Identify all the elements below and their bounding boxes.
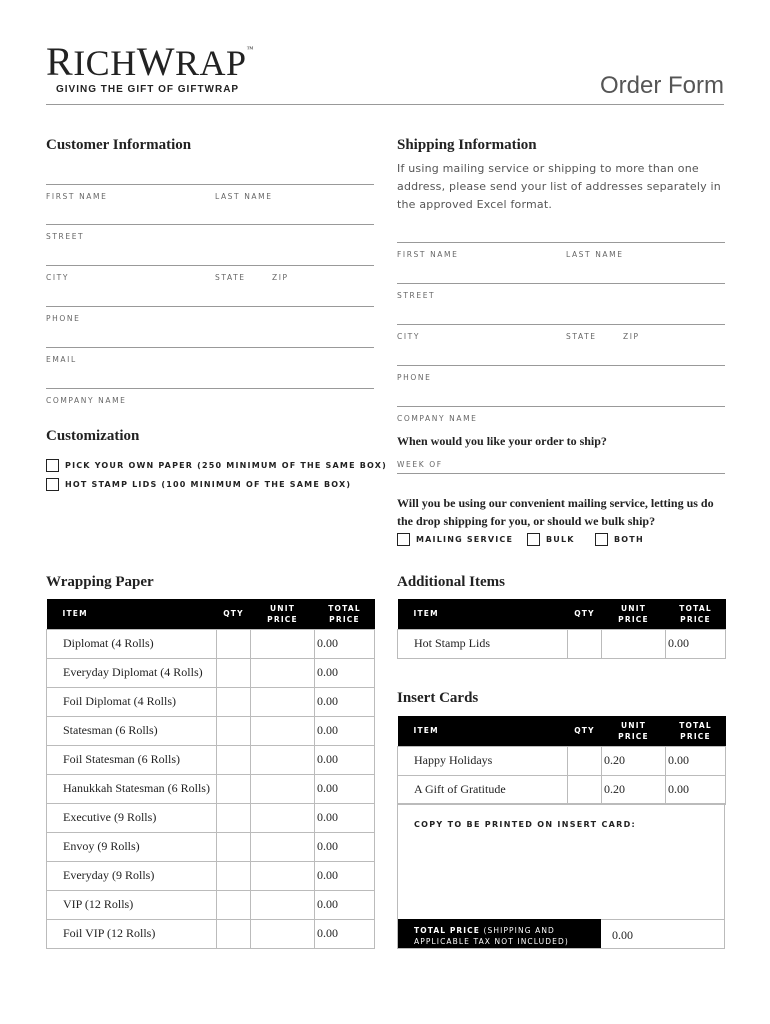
week-of-field[interactable] bbox=[397, 456, 725, 474]
total-price-cell: 0.00 bbox=[315, 629, 375, 658]
total-price-cell: 0.00 bbox=[315, 890, 375, 919]
item-name: Everyday (9 Rolls) bbox=[47, 861, 217, 890]
qty-cell[interactable] bbox=[217, 774, 251, 803]
street-label: STREET bbox=[46, 232, 85, 241]
total-price-cell: 0.00 bbox=[666, 775, 726, 804]
total-price-cell: 0.00 bbox=[315, 716, 375, 745]
item-name: Hanukkah Statesman (6 Rolls) bbox=[47, 774, 217, 803]
total-price-cell: 0.00 bbox=[315, 774, 375, 803]
qty-cell[interactable] bbox=[217, 687, 251, 716]
checkbox[interactable] bbox=[46, 459, 59, 472]
item-name: Executive (9 Rolls) bbox=[47, 803, 217, 832]
bulk-option[interactable]: BULK bbox=[527, 533, 575, 546]
ship-state-label: STATE bbox=[566, 332, 597, 341]
week-of-label: WEEK OF bbox=[397, 460, 443, 469]
insert-cards-title: Insert Cards bbox=[397, 690, 479, 706]
table-row bbox=[47, 658, 375, 687]
unit-price-cell[interactable] bbox=[251, 716, 315, 745]
unit-price-cell[interactable] bbox=[251, 774, 315, 803]
table-row bbox=[47, 861, 375, 890]
unit-price-header: UNIT PRICE bbox=[602, 716, 666, 746]
item-header: ITEM bbox=[398, 599, 568, 629]
insert-cards-table bbox=[397, 716, 726, 805]
shipping-note: If using mailing service or shipping to more than one address, please send your list of addresses separately in the approved Excel format. bbox=[397, 162, 721, 211]
customer-email-field[interactable] bbox=[46, 347, 374, 388]
customer-name-field[interactable] bbox=[46, 184, 374, 224]
pick-paper-option[interactable]: PICK YOUR OWN PAPER (250 MINIMUM OF THE SAME BOX) bbox=[46, 459, 387, 472]
total-price-cell: 0.00 bbox=[315, 832, 375, 861]
checkbox[interactable] bbox=[46, 478, 59, 491]
additional-items-table bbox=[397, 599, 726, 659]
mailing-question: Will you be using our convenient mailing service, letting us do the drop shipping for you, or should we bulk ship? bbox=[397, 496, 714, 528]
unit-price-cell[interactable] bbox=[251, 687, 315, 716]
unit-price-header: UNIT PRICE bbox=[602, 599, 666, 629]
item-name: VIP (12 Rolls) bbox=[47, 890, 217, 919]
shipping-fields bbox=[397, 242, 725, 426]
copy-label: COPY TO BE PRINTED ON INSERT CARD: bbox=[414, 820, 637, 829]
total-price-header: TOTAL PRICE bbox=[315, 599, 375, 629]
item-name: Foil Statesman (6 Rolls) bbox=[47, 745, 217, 774]
total-price-cell: 0.00 bbox=[315, 803, 375, 832]
item-header: ITEM bbox=[398, 716, 568, 746]
unit-price-cell[interactable] bbox=[251, 890, 315, 919]
company-label: COMPANY NAME bbox=[46, 396, 127, 405]
unit-price-cell[interactable] bbox=[251, 629, 315, 658]
phone-label: PHONE bbox=[46, 314, 81, 323]
customer-street-field[interactable] bbox=[46, 224, 374, 265]
tagline: GIVING THE GIFT OF GIFTWRAP bbox=[56, 84, 240, 95]
qty-cell[interactable] bbox=[217, 919, 251, 948]
header-divider bbox=[46, 104, 724, 105]
table-row bbox=[47, 832, 375, 861]
insert-card-copy-box[interactable] bbox=[397, 803, 725, 920]
email-label: EMAIL bbox=[46, 355, 77, 364]
table-row bbox=[47, 687, 375, 716]
qty-header: QTY bbox=[568, 716, 602, 746]
table-row bbox=[47, 745, 375, 774]
table-row bbox=[398, 629, 726, 658]
shipping-street-field[interactable] bbox=[397, 283, 725, 324]
customer-fields bbox=[46, 184, 374, 408]
table-row bbox=[47, 803, 375, 832]
unit-price-cell[interactable] bbox=[251, 803, 315, 832]
qty-cell[interactable] bbox=[568, 746, 602, 775]
total-price-cell: 0.00 bbox=[315, 745, 375, 774]
unit-price-cell: 0.20 bbox=[602, 775, 666, 804]
unit-price-header: UNIT PRICE bbox=[251, 599, 315, 629]
checkbox[interactable] bbox=[595, 533, 608, 546]
unit-price-cell[interactable] bbox=[251, 658, 315, 687]
total-price-header: TOTAL PRICE bbox=[666, 716, 726, 746]
item-name: Foil VIP (12 Rolls) bbox=[47, 919, 217, 948]
last-name-label: LAST NAME bbox=[215, 192, 273, 201]
table-row bbox=[398, 746, 726, 775]
customization-title: Customization bbox=[46, 428, 140, 444]
customer-info-title: Customer Information bbox=[46, 137, 192, 153]
item-name: Envoy (9 Rolls) bbox=[47, 832, 217, 861]
total-price-value: 0.00 bbox=[612, 928, 633, 942]
ship-when-question: When would you like your order to ship? bbox=[397, 434, 607, 448]
qty-cell[interactable] bbox=[217, 716, 251, 745]
item-name: Statesman (6 Rolls) bbox=[47, 716, 217, 745]
item-name: Diplomat (4 Rolls) bbox=[47, 629, 217, 658]
total-price-header: TOTAL PRICE bbox=[666, 599, 726, 629]
item-name: A Gift of Gratitude bbox=[398, 775, 568, 804]
ship-zip-label: ZIP bbox=[623, 332, 640, 341]
item-name: Hot Stamp Lids bbox=[398, 629, 568, 658]
table-row bbox=[47, 716, 375, 745]
table-row bbox=[47, 919, 375, 948]
total-price-label: TOTAL PRICE (SHIPPING AND APPLICABLE TAX NOT INCLUDED) bbox=[398, 919, 601, 948]
ship-company-label: COMPANY NAME bbox=[397, 414, 478, 423]
total-price-cell: 0.00 bbox=[315, 687, 375, 716]
total-price-cell: 0.00 bbox=[315, 861, 375, 890]
shipping-info-title: Shipping Information bbox=[397, 137, 537, 153]
unit-price-cell[interactable] bbox=[602, 629, 666, 658]
qty-cell[interactable] bbox=[217, 890, 251, 919]
first-name-label: FIRST NAME bbox=[46, 192, 108, 201]
total-price-cell: 0.00 bbox=[666, 746, 726, 775]
item-name: Happy Holidays bbox=[398, 746, 568, 775]
table-row bbox=[47, 774, 375, 803]
state-label: STATE bbox=[215, 273, 246, 282]
shipping-company-field[interactable] bbox=[397, 406, 725, 426]
checkbox[interactable] bbox=[397, 533, 410, 546]
qty-cell[interactable] bbox=[217, 861, 251, 890]
shipping-name-field[interactable] bbox=[397, 242, 725, 283]
total-price-cell: 0.00 bbox=[315, 919, 375, 948]
qty-cell[interactable] bbox=[568, 629, 602, 658]
checkbox[interactable] bbox=[527, 533, 540, 546]
unit-price-cell[interactable] bbox=[251, 919, 315, 948]
ship-city-label: CITY bbox=[397, 332, 421, 341]
item-name: Foil Diplomat (4 Rolls) bbox=[47, 687, 217, 716]
wrapping-paper-title: Wrapping Paper bbox=[46, 574, 154, 590]
unit-price-cell[interactable] bbox=[251, 745, 315, 774]
qty-cell[interactable] bbox=[217, 629, 251, 658]
ship-last-name-label: LAST NAME bbox=[566, 250, 624, 259]
shipping-phone-field[interactable] bbox=[397, 365, 725, 406]
total-price-cell: 0.00 bbox=[315, 658, 375, 687]
total-price-row bbox=[397, 919, 725, 949]
customer-company-field[interactable] bbox=[46, 388, 374, 408]
shipping-city-field[interactable] bbox=[397, 324, 725, 365]
richwrap-logo: RICHWRAP™ bbox=[46, 39, 254, 84]
unit-price-cell[interactable] bbox=[251, 832, 315, 861]
mailing-service-option[interactable]: MAILING SERVICE bbox=[397, 533, 513, 546]
qty-cell[interactable] bbox=[217, 832, 251, 861]
item-header: ITEM bbox=[47, 599, 217, 629]
table-row bbox=[47, 629, 375, 658]
qty-cell[interactable] bbox=[217, 745, 251, 774]
customer-city-field[interactable] bbox=[46, 265, 374, 306]
qty-header: QTY bbox=[568, 599, 602, 629]
city-label: CITY bbox=[46, 273, 70, 282]
ship-first-name-label: FIRST NAME bbox=[397, 250, 459, 259]
item-name: Everyday Diplomat (4 Rolls) bbox=[47, 658, 217, 687]
customer-phone-field[interactable] bbox=[46, 306, 374, 347]
ship-phone-label: PHONE bbox=[397, 373, 432, 382]
qty-cell[interactable] bbox=[217, 658, 251, 687]
unit-price-cell: 0.20 bbox=[602, 746, 666, 775]
qty-header: QTY bbox=[217, 599, 251, 629]
total-price-cell: 0.00 bbox=[666, 629, 726, 658]
zip-label: ZIP bbox=[272, 273, 289, 282]
table-row bbox=[47, 890, 375, 919]
form-title: Order Form bbox=[599, 72, 724, 99]
qty-cell[interactable] bbox=[217, 803, 251, 832]
qty-cell[interactable] bbox=[568, 775, 602, 804]
both-option[interactable]: BOTH bbox=[595, 533, 644, 546]
table-row bbox=[398, 775, 726, 804]
unit-price-cell[interactable] bbox=[251, 861, 315, 890]
additional-items-title: Additional Items bbox=[397, 574, 505, 590]
wrapping-paper-table bbox=[46, 599, 375, 949]
ship-street-label: STREET bbox=[397, 291, 436, 300]
hot-stamp-option[interactable]: HOT STAMP LIDS (100 MINIMUM OF THE SAME BOX) bbox=[46, 478, 351, 491]
